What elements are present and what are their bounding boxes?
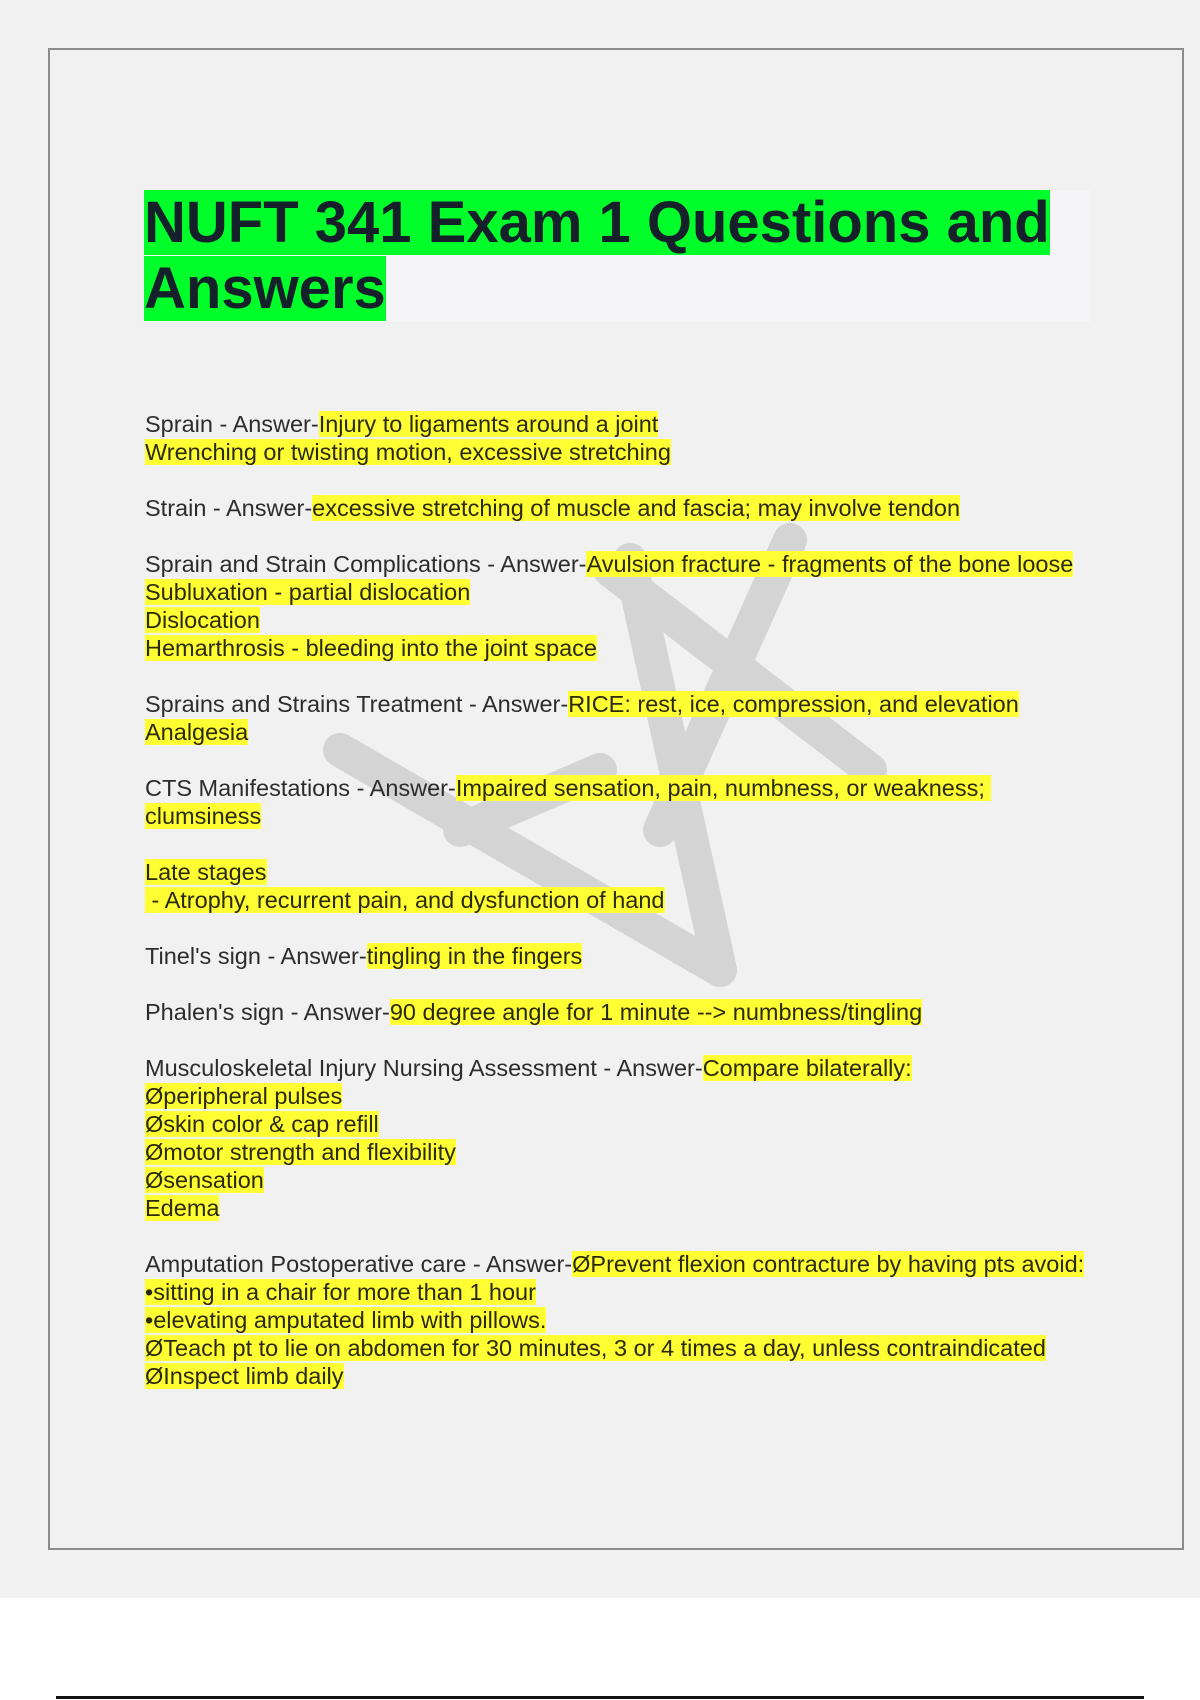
document-title [144, 190, 1090, 322]
answer-line: Øsensation [145, 1167, 264, 1193]
question-term: Phalen's sign - Answer- [145, 999, 390, 1025]
qa-entry [145, 942, 1105, 970]
page-divider [56, 1696, 1144, 1699]
answer-line: ØPrevent flexion contracture by having pts avoid: [572, 1251, 1085, 1277]
qa-entry [145, 690, 1105, 746]
answer-line: Dislocation [145, 607, 260, 633]
question-term: CTS Manifestations - Answer- [145, 775, 456, 801]
answer-line: Wrenching or twisting motion, excessive stretching [145, 439, 671, 465]
answer-line: Compare bilaterally: [702, 1055, 912, 1081]
title-block [144, 190, 1090, 322]
answer-line: Øperipheral pulses [145, 1083, 343, 1109]
answer-line: •elevating amputated limb with pillows. [145, 1307, 547, 1333]
answer-line: 90 degree angle for 1 minute --> numbness/tingling [389, 999, 923, 1025]
answer-line: Impaired sensation, pain, numbness, or weakness; clumsiness [145, 775, 992, 829]
question-term: Strain - Answer- [145, 495, 313, 521]
question-term: Sprain - Answer- [145, 411, 319, 437]
question-term: Sprains and Strains Treatment - Answer- [145, 691, 569, 717]
question-term: Amputation Postoperative care - Answer- [145, 1251, 573, 1277]
answer-line: ØTeach pt to lie on abdomen for 30 minutes, 3 or 4 times a day, unless contraindicated [145, 1335, 1046, 1361]
qa-list [145, 410, 1105, 1418]
answer-line: ØInspect limb daily [145, 1363, 344, 1389]
answer-line: Øskin color & cap refill [145, 1111, 379, 1137]
qa-entry [145, 998, 1105, 1026]
qa-entry [145, 774, 1105, 830]
qa-entry [145, 858, 1105, 914]
answer-line: •sitting in a chair for more than 1 hour [145, 1279, 536, 1305]
answer-line: Analgesia [145, 719, 249, 745]
qa-entry [145, 410, 1105, 466]
document-title-text: NUFT 341 Exam 1 Questions and Answers [144, 190, 1050, 321]
answer-line: RICE: rest, ice, compression, and elevation [568, 691, 1019, 717]
question-term: Tinel's sign - Answer- [145, 943, 367, 969]
answer-line: Injury to ligaments around a joint [318, 411, 659, 437]
answer-line: Ømotor strength and flexibility [145, 1139, 456, 1165]
answer-line: tingling in the fingers [366, 943, 583, 969]
answer-line: Edema [145, 1195, 220, 1221]
answer-line: Subluxation - partial dislocation [145, 579, 471, 605]
answer-line: excessive stretching of muscle and fascia; may involve tendon [312, 495, 961, 521]
question-term: Musculoskeletal Injury Nursing Assessment - Answer- [145, 1055, 703, 1081]
qa-entry [145, 1250, 1105, 1390]
answer-line: Hemarthrosis - bleeding into the joint space [145, 635, 597, 661]
answer-line: Late stages [145, 859, 267, 885]
qa-entry [145, 1054, 1105, 1222]
question-term: Sprain and Strain Complications - Answer- [145, 551, 587, 577]
qa-entry [145, 494, 1105, 522]
qa-entry [145, 550, 1105, 662]
answer-line: - Atrophy, recurrent pain, and dysfunction of hand [145, 887, 665, 913]
answer-line: Avulsion fracture - fragments of the bone loose [586, 551, 1074, 577]
